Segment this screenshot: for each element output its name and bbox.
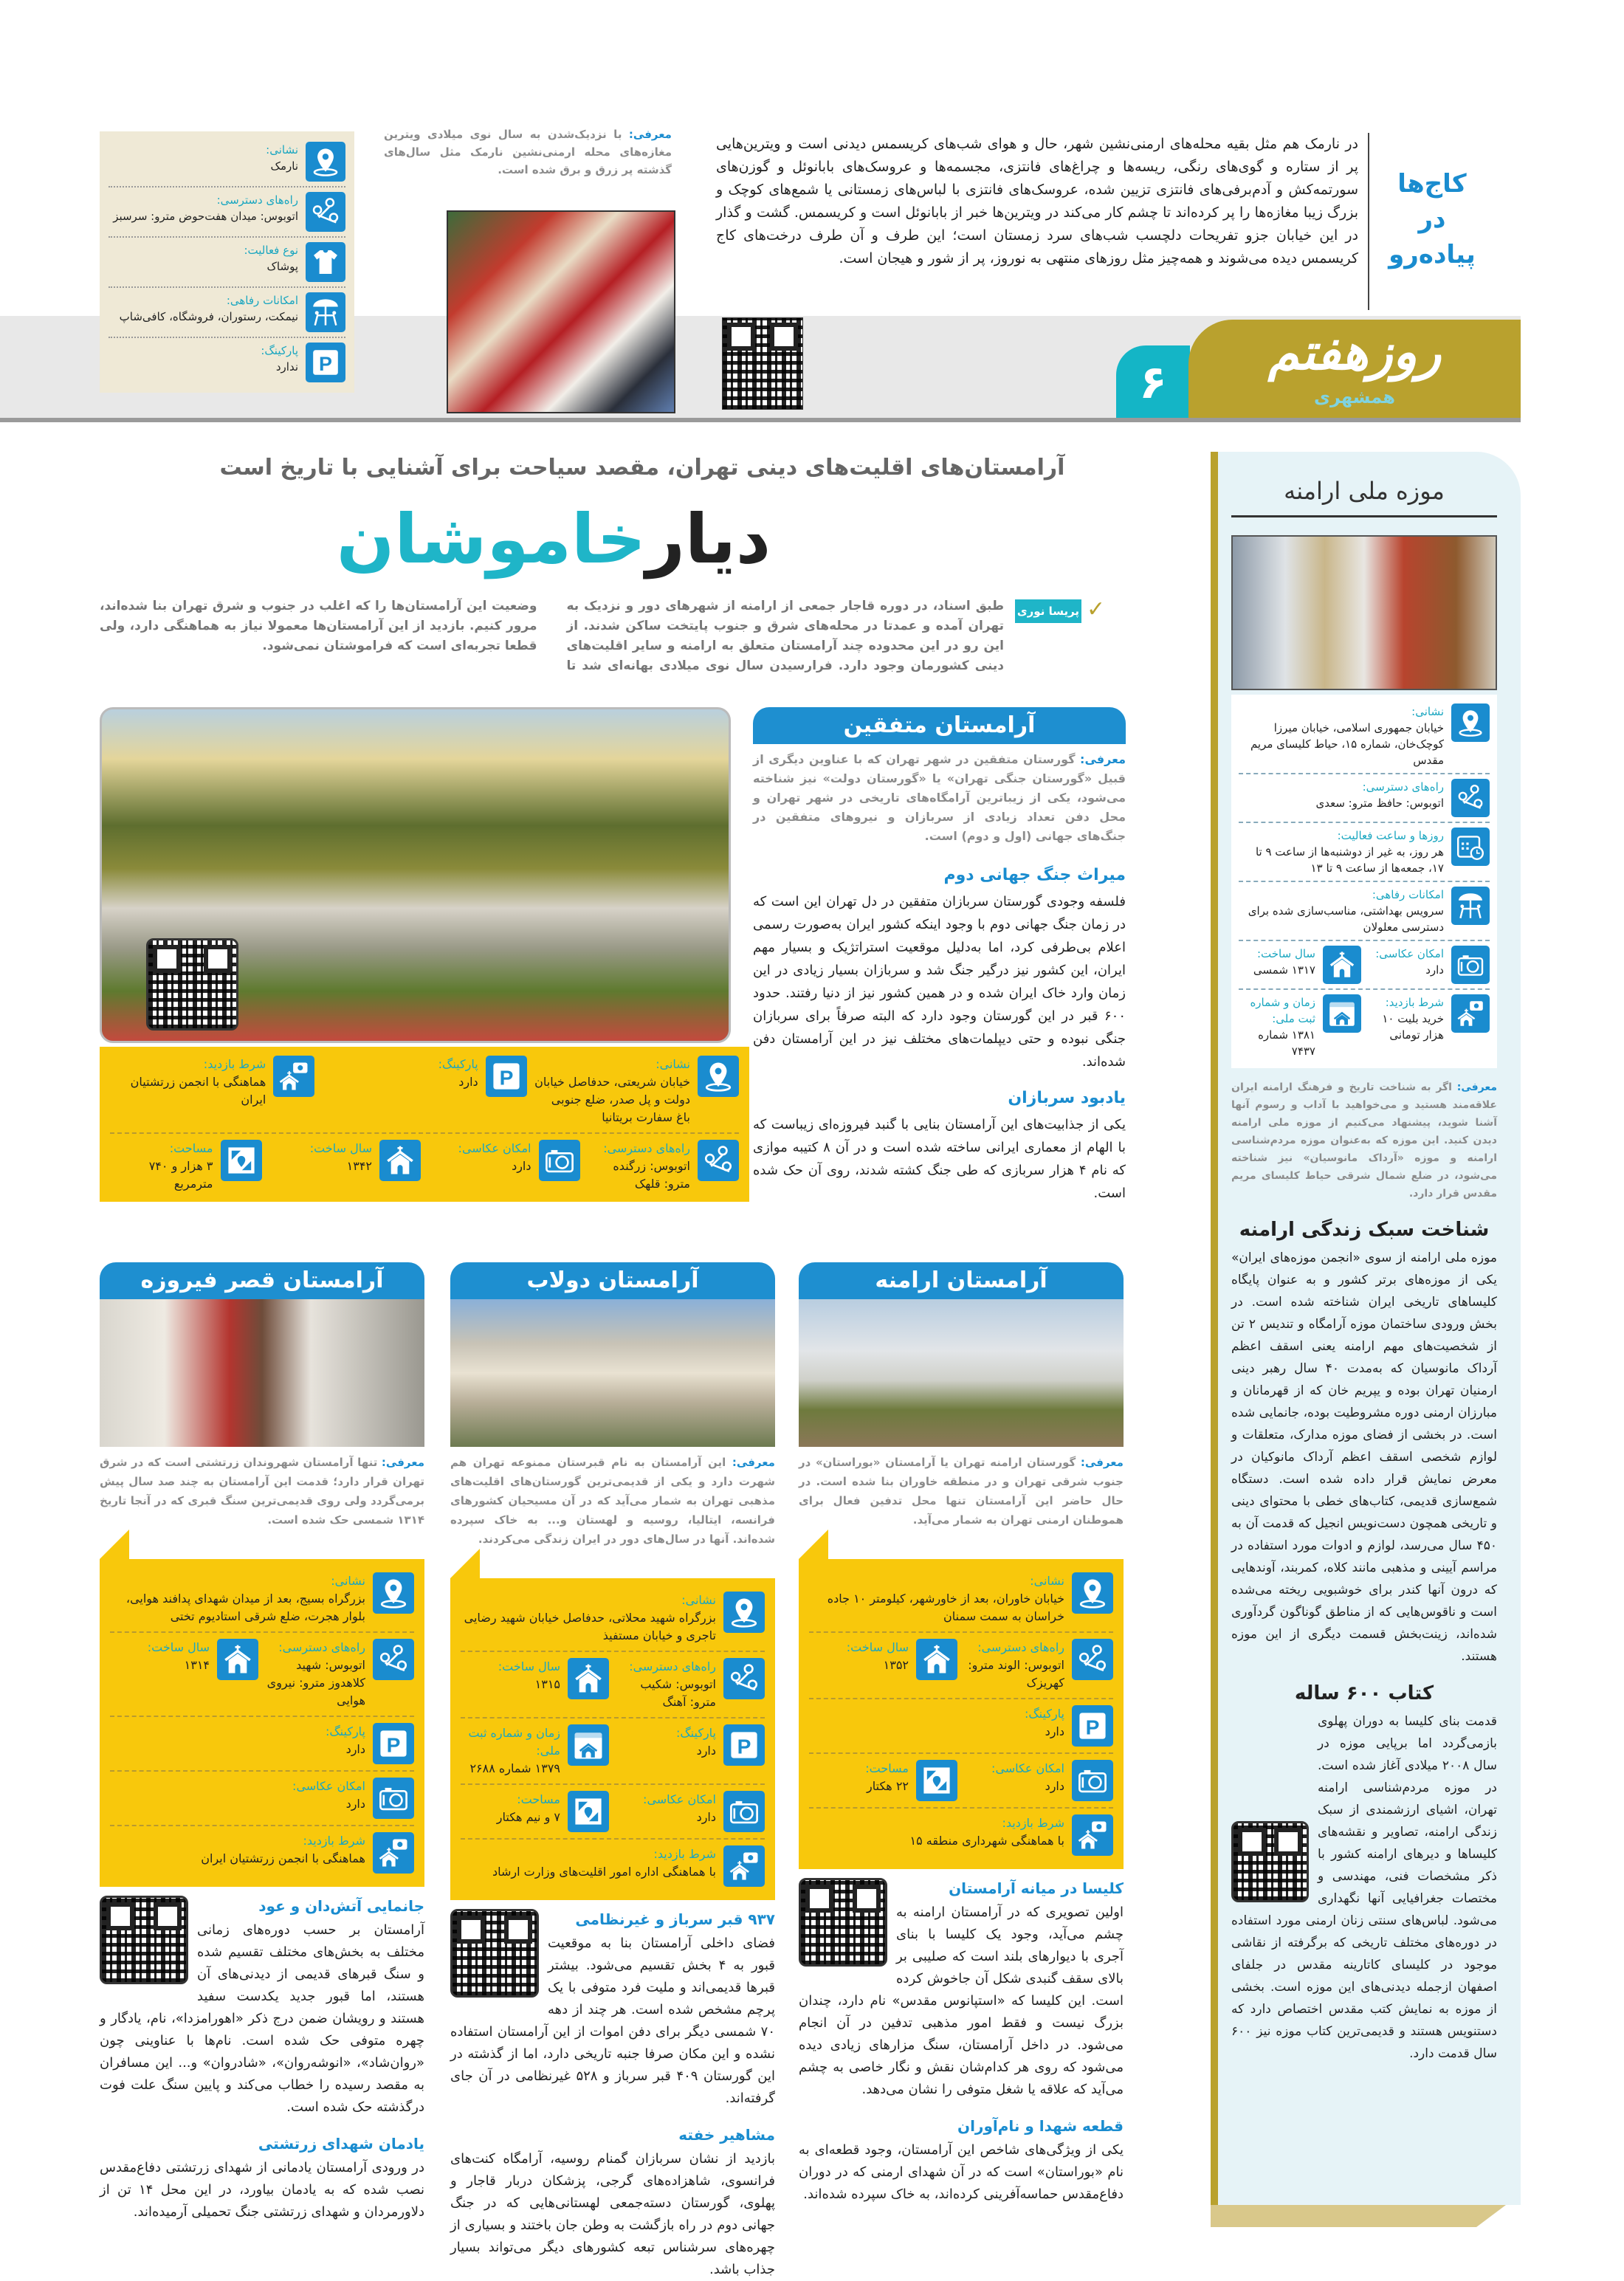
kaj-intro — [384, 125, 672, 179]
area-icon — [916, 1760, 957, 1801]
ghasr-firouzeh-column — [100, 1262, 424, 2223]
info-value: دارد — [345, 1797, 365, 1811]
info-item-parking — [109, 343, 345, 382]
info-item-visit — [1367, 994, 1490, 1059]
info-row — [1239, 699, 1490, 774]
section-body: فلسفه وجودی گورستان سربازان متفقین در دل تهران این است که در زمان جنگ جهانی دوم با وجود اینکه کشور ایران به‌صورت رسمی اعلام بی‌طرفی کرد، اما به‌دلیل موقعیت استراتژیک و بسیار مهم ایران، این کشور نیز درگیر جنگ شد و سربازان بسیار زیادی در این زمان وارد خاک ایران شده و در همین کشور نیز از دنیا رفتند. حدود ۶۰۰ قبر در این گورستان وجود دارد که البته صرفاً برای سربازان جنگی نبوده و حتی دیپلمات‌های مختلف نیز در این آرامستان دفن شده‌اند. — [753, 894, 1126, 1070]
info-label: راه‌های دسترسی: — [603, 1141, 690, 1155]
parking-icon — [723, 1724, 765, 1766]
info-value: دارد — [696, 1744, 716, 1758]
info-label: پارکینگ: — [675, 1726, 716, 1740]
info-value: اتوبوس: حافظ مترو: سعدی — [1315, 797, 1444, 810]
info-row — [809, 1633, 1113, 1699]
christmas-shop-photo — [447, 210, 675, 413]
info-value: هماهنگی با انجمن زرتشتیان ایران — [201, 1851, 365, 1865]
info-value: خیابان خاوران، بعد از خاورشهر، کیلومتر ۱۰ جاده خراسان به سمت سمنان — [827, 1592, 1064, 1623]
church-icon — [568, 1658, 609, 1699]
info-value: با هماهنگی شهرداری منطقه ۱۵ — [909, 1834, 1064, 1848]
info-label: نوع فعالیت: — [244, 244, 298, 257]
dolab-cemetery-header: آرامستان دولاب — [450, 1262, 775, 1299]
info-value: ۲۲ هکتار — [867, 1779, 909, 1793]
info-row — [109, 338, 345, 387]
info-label: نشانی: — [681, 1593, 716, 1607]
info-value: ۱۳۱۷ شمسی — [1253, 963, 1315, 977]
info-row — [461, 1719, 765, 1785]
info-item-camera — [110, 1778, 414, 1819]
info-label: امکانات رفاهی: — [1372, 888, 1444, 901]
info-item-pin — [1239, 703, 1490, 768]
area-icon — [568, 1791, 609, 1832]
info-label: نشانی: — [1411, 705, 1444, 718]
info-value: ۷ و نیم هکتار — [496, 1810, 560, 1824]
info-item-church — [461, 1658, 609, 1711]
church-icon — [379, 1140, 421, 1181]
info-row — [109, 238, 345, 288]
info-value: خیابان جمهوری اسلامی، خیابان میرزا کوچک‌خان، شماره ۱۵، حیاط کلیسای مریم مقدس — [1250, 721, 1444, 767]
route-icon — [698, 1140, 739, 1181]
info-value: ۱۳۴۲ — [346, 1159, 372, 1173]
info-row — [461, 1652, 765, 1719]
visit-icon — [1072, 1814, 1113, 1856]
info-item-visit — [110, 1832, 414, 1874]
author-badge — [1015, 599, 1081, 623]
info-item-parking — [322, 1056, 526, 1126]
museum-column — [1231, 472, 1497, 2065]
info-item-camera — [965, 1760, 1113, 1801]
info-row — [461, 1586, 765, 1652]
info-label: پارکینگ: — [1024, 1707, 1064, 1721]
pin-icon — [698, 1056, 739, 1097]
armenian-cemetery-qr-code[interactable] — [799, 1878, 887, 1967]
allied-cemetery-intro — [753, 750, 1126, 846]
armenian-cemetery-header: آرامستان ارامنه — [799, 1262, 1124, 1299]
info-label: راه‌های دسترسی: — [1362, 780, 1444, 794]
info-label: امکان عکاسی: — [292, 1779, 365, 1793]
section-heading: جانمایی آتش‌دان و عود — [258, 1897, 424, 1915]
intro-text: گورستان متفقین در شهر تهران که با عناوین دیگری از قبیل «گورستان جنگی تهران» یا «گورستان دولت» نیز شناخته می‌شود، یکی از زیباترین آرامگاه‌های تاریخی در شهر تهران و محل دفن تعداد زیادی از سربازان و نیروهای متفقین در جنگ‌های جهانی (اول و دوم) است. — [753, 752, 1126, 843]
info-row — [110, 1050, 739, 1134]
info-row — [109, 288, 345, 338]
info-value: دارد — [512, 1159, 531, 1173]
info-row — [1239, 823, 1490, 882]
info-value: ۱۳۵۲ — [883, 1658, 909, 1672]
info-item-camera — [428, 1140, 580, 1193]
section-body: آرامستان بر حسب دوره‌های زمانی مختلف به بخش‌های مختلف تقسیم شده و سنگ قبرهای قدیمی از دیدنی‌های آن هستند، اما قبور جدید یکدست سفید هستند و رویشان ضمن درج ذکر «اهورامزدا»، نام، یادگار و چهره متوفی حک شده است. نام‌ها با عناوینی چون «روان‌شاد»، «انوشه‌روان»، «شادروان» و... این مسافران به مقصد رسیده را خطاب می‌کند و پایین سنگ علت فوت درگذشته حک شده است. — [100, 1922, 424, 2115]
info-label: سال ساخت: — [1257, 947, 1315, 960]
info-row — [110, 1134, 739, 1199]
intro-label: معرفی: — [1456, 1081, 1498, 1093]
dolab-cemetery-column — [450, 1262, 775, 2281]
section-body: اولین تصویری که در آرامستان ارامنه به چشم می‌آید، وجود یک کلیسا با بنای آجری با دیوارهای بلند است که صلیبی بر بالای سقف گنبدی شکل آن جاخوش کرده است. این کلیسا که «استپانوس مقدس» نام دارد، چندان بزرگ نیست و فقط امور مذهبی تدفین در آن انجام می‌شود. در داخل آرامستان، سنگ مزارهای زیادی دیده می‌شود که روی هر کدام‌شان نقش و نگار خاصی به چشم می‌آید که علاقه یا شغل متوفی را نشان می‌دهد. — [799, 1905, 1124, 2097]
parking-icon — [1072, 1705, 1113, 1747]
kaj-intro-label: معرفی: — [628, 128, 672, 141]
info-row — [110, 1633, 414, 1717]
pin-icon — [723, 1592, 765, 1633]
box-notch — [450, 1549, 775, 1578]
info-item-pin — [534, 1056, 739, 1126]
headline-title-dark: دیار — [645, 500, 771, 579]
info-value: اتوبوس: زرگنده مترو: قلهک — [613, 1159, 690, 1191]
route-icon — [723, 1658, 765, 1699]
info-label: سال ساخت: — [309, 1141, 372, 1155]
intro-label: معرفی: — [381, 1456, 424, 1469]
info-label: شرط بازدید: — [203, 1057, 266, 1071]
page-number-tab — [1116, 345, 1190, 418]
route-icon — [1451, 779, 1490, 817]
ghasr-firouzeh-qr-code[interactable] — [100, 1896, 188, 1984]
section-heading: کتاب ۶۰۰ ساله — [1294, 1682, 1434, 1704]
info-item-visit — [110, 1056, 314, 1126]
kaj-body: در نارمک هم مثل بقیه محله‌های ارمنی‌نشین شهر، حال و هوای شب‌های کریسمس دیدنی است و ویترین‌هایی پر از ستاره و گوی‌های رنگی، ریسه‌ها و چراغ‌های فانتزی، مجسمه‌ها و عروسک‌های بابانوئل و گوزن‌های سورتمه‌کش و آدم‌برفی‌های فانتزی تزیین شده، عروسک‌های فانتزی با لباس‌های زمستانی یا شمع‌های کوچک و بزرگ زیبا مغازه‌ها را پر کرده‌اند تا چشم کار می‌کند در ویترین‌ها خبر از بابانوئل است و کریسمس. گشت و گذار در این خیابان جزو تفریحات دلچسب شب‌های سرد زمستان است؛ این طرف و آن طرف درخت‌های کاج کریسمس دیده می‌شوند و همه‌چیز مثل روزهای منتهی به نوروز، پر از شور و هیجان است. — [716, 136, 1358, 266]
info-item-route — [965, 1639, 1113, 1692]
info-label: شرط بازدید: — [653, 1847, 716, 1861]
info-item-camera — [616, 1791, 765, 1832]
info-label: سال ساخت: — [498, 1659, 560, 1673]
info-item-amenities — [109, 292, 345, 332]
area-icon — [221, 1140, 262, 1181]
section-heading: قطعه شهدا و نام‌آوران — [957, 2117, 1124, 2135]
pin-icon — [1451, 703, 1490, 742]
info-item-parking — [110, 1723, 414, 1764]
info-item-route — [616, 1658, 765, 1711]
info-item-camera — [1367, 946, 1490, 984]
camera-icon — [723, 1791, 765, 1832]
kaj-qr-code[interactable] — [722, 317, 803, 410]
info-value: خیابان شریعتی، حدفاصل خیابان دولت و پل صدر، ضلع جنوبی باغ سفارت بریتانیا — [534, 1075, 690, 1124]
info-item-route — [1239, 779, 1490, 817]
museum-qr-code[interactable] — [1231, 1821, 1309, 1902]
intro-text: تنها آرامستان شهروندان زرتشتی است که در شرق تهران قرار دارد؛ قدمت این آرامستان به چند صد سال پیش برمی‌گردد ولی روی قدیمی‌ترین سنگ قبری که در آنجا تاریخ ۱۳۱۴ شمسی حک شده است. — [100, 1456, 424, 1527]
info-value: اتوبوس: شهید کلاهدوز مترو: نیروی هوایی — [266, 1658, 365, 1707]
section-heading: میراث جنگ جهانی دوم — [943, 866, 1126, 884]
dolab-cemetery-photo — [450, 1299, 775, 1447]
info-item-pin — [461, 1592, 765, 1645]
visit-icon — [273, 1056, 314, 1097]
register-icon — [1323, 994, 1361, 1033]
info-value: دارد — [345, 1742, 365, 1756]
info-item-activity — [109, 242, 345, 282]
intro-text: این آرامستان به نام قبرستان ممنوعه تهران هم شهرت دارد و یکی از قدیمی‌ترین گورستان‌های اقلیت‌های مذهبی تهران به شمار می‌آید که در آن مسیحیان کشورهای فرانسه، ایتالیا، روسیه و لهستان و... به خاک سپرده شده‌اند. آنها در سال‌های دور در ایران زندگی می‌کردند. — [450, 1456, 775, 1546]
section-body: قدمت بنای کلیسا به دوران پهلوی بازمی‌گردد اما برپایی موزه در سال ۲۰۰۸ میلادی آغاز شده است. در موزه مردم‌شناسی ارامنه تهران، اشیای ارزشمندی از سبک زندگی ارامنه، تصاویر و نقشه‌های کلیساها و دیرهای ارامنه کشور با ذکر مشخصات فنی، مهندسی و مختصات جغرافیایی آنها نگهداری می‌شود. لباس‌های سنتی زنان ارمنی مورد استفاده در دوره‌های مختلف تاریخی که برگرفته از نقاشی موجود در کلیسای کاتارینه مقدس در جلفای اصفهان ازجمله دیدنی‌های این موزه است. بخشی از موزه به نمایش کتب مقدس اختصاص دارد که دستنویس هستند و قدیمی‌ترین کتاب موزه نیز ۶۰۰ سال قدمت دارد. — [1231, 1714, 1497, 2061]
info-value: دارد — [1425, 963, 1444, 977]
info-value: ۱۳۱۵ — [534, 1677, 560, 1691]
section-heading: ۹۳۷ قبر سرباز و غیرنظامی — [575, 1910, 775, 1928]
dolab-cemetery-text — [450, 1906, 775, 2281]
camera-icon — [373, 1778, 414, 1819]
info-item-pin — [109, 142, 345, 182]
info-item-church — [269, 1140, 422, 1193]
info-item-parking — [616, 1724, 765, 1778]
info-row — [809, 1754, 1113, 1809]
info-item-register — [1239, 994, 1361, 1059]
dolab-cemetery-qr-code[interactable] — [450, 1909, 539, 1998]
info-label: مساحت: — [517, 1792, 560, 1806]
info-item-pin — [809, 1572, 1113, 1625]
activity-icon — [306, 242, 345, 282]
info-label: نشانی: — [331, 1574, 365, 1588]
info-value: سرویس بهداشتی، مناسب‌سازی شده برای دسترسی معلولان — [1248, 904, 1444, 934]
info-label: امکان عکاسی: — [991, 1761, 1064, 1775]
route-icon — [306, 192, 345, 232]
info-label: مساحت: — [865, 1761, 909, 1775]
ghasr-firouzeh-header: آرامستان قصر فیروزه — [100, 1262, 424, 1299]
museum-title: موزه ملی ارامنه — [1284, 477, 1445, 505]
info-row — [809, 1699, 1113, 1754]
info-item-church — [809, 1639, 957, 1692]
route-icon — [373, 1639, 414, 1680]
headline-kicker: آرامستان‌های اقلیت‌های دینی تهران، مقصد سیاحت برای آشنایی با تاریخ است — [219, 455, 1065, 481]
info-value: ندارد — [275, 360, 298, 374]
allied-cemetery-photo — [100, 707, 731, 1043]
info-value: پوشاک — [266, 260, 298, 273]
camera-icon — [1072, 1760, 1113, 1801]
headline-title — [221, 493, 886, 586]
info-item-visit — [809, 1814, 1113, 1856]
info-label: روزها و ساعت فعالیت: — [1337, 829, 1444, 842]
section-heading: شناخت سبک زندگی ارامنه — [1239, 1219, 1490, 1241]
kaj-info-box — [100, 131, 354, 393]
ghasr-firouzeh-text — [100, 1893, 424, 2223]
info-value: هماهنگی با انجمن زرتشتیان ایران — [130, 1075, 266, 1107]
info-row — [1239, 882, 1490, 941]
allied-cemetery-text — [753, 750, 1126, 1205]
visit-icon — [723, 1845, 765, 1887]
dolab-cemetery-intro — [450, 1453, 775, 1549]
armenian-cemetery-intro — [799, 1453, 1124, 1530]
info-row — [1239, 990, 1490, 1064]
church-icon — [217, 1639, 258, 1680]
kaj-title-1: کاج‌ها — [1397, 169, 1467, 199]
church-icon — [1323, 946, 1361, 984]
info-label: زمان و شماره ثبت ملی: — [1250, 996, 1315, 1025]
parking-icon — [373, 1723, 414, 1764]
amenities-icon — [306, 292, 345, 332]
info-label: امکانات رفاهی: — [226, 294, 298, 307]
armenian-cemetery-column — [799, 1262, 1124, 2206]
route-icon — [1072, 1639, 1113, 1680]
masthead-logo[interactable] — [1188, 320, 1521, 418]
armenian-cemetery-text — [799, 1875, 1124, 2206]
page-number: ۶ — [1139, 355, 1167, 409]
church-icon — [916, 1639, 957, 1680]
logo-subtitle: همشهری — [1314, 387, 1395, 407]
info-value: هر روز، به غیر از دوشنبه‌ها از ساعت ۹ تا ۱۷، جمعه‌ها از ساعت ۹ تا ۱۳ — [1255, 845, 1444, 875]
section-body: موزه ملی ارامنه از سوی «انجمن موزه‌های ایران» یکی از موزه‌های برتر کشور و به عنوان پایگاه کلیساهای تاریخی ایران شناخته شده است. در بخش ورودی ساختمان موزه آرامگاه و تندیس ۲ تن از شخصیت‌های مهم ارامنه یعنی اسقف اعظم آرداک مانوسیان که به‌مدت ۴۰ سال رهبر دینی ارمنیان تهران بوده و یپریم خان که از قهرمانان و مبارزان ارمنی دوره مشروطیت بوده، جانمایی شده است. در بخشی از فضای موزه مدارک، متعلقات و لوازم شخصی اسقف اعظم آرداک مانوکیان در معرض نمایش قرار داده شده است. دستگاه شمع‌سازی قدیمی، کتاب‌های خطی با محتوای دینی و تاریخی همچون دست‌نویس انجیل که قدمت آن به ۴۵۰ سال می‌رسد، لوازم و ادوات مورد استفاده در مراسم آیینی و مذهبی مانند کلاه، کمربند، آوندهایی که درون آنها کندر برای خوشبویی ریخته می‌شده است و ناقوس‌هایی که از مناطق گوناگون گردآوری شده‌اند، زینت‌بخش قسمت دیگری از این موزه هستند. — [1231, 1250, 1497, 1664]
camera-icon — [539, 1140, 580, 1181]
amenities-icon — [1451, 887, 1490, 925]
ghasr-firouzeh-photo — [100, 1299, 424, 1447]
section-body: یکی از ویژگی‌های شاخص این آرامستان، وجود قطعه‌ای به نام «بوراستان» است که در آن شهدای ارمنی که در دوران دفاع‌مقدس حماسه‌آفرینی کرده‌اند، به خاک سپرده شده‌اند. — [799, 2142, 1124, 2202]
info-value: دارد — [696, 1810, 716, 1824]
info-value: نیمکت، رستوران، فروشگاه، کافی‌شاپ — [119, 310, 298, 323]
info-row — [110, 1566, 414, 1633]
kaj-intro-text: با نزدیک‌شدن به سال نوی میلادی ویترین مغازه‌های محله ارمنی‌نشین نارمک مثل سال‌های گذشته پر زرق و برق شده است. — [384, 128, 672, 176]
info-label: پارکینگ: — [325, 1724, 365, 1738]
info-value: ۱۳۷۹ شماره ۲۶۸۸ — [469, 1761, 560, 1775]
headline-title-teal: خاموشان — [336, 500, 646, 579]
info-item-register — [461, 1724, 609, 1778]
info-value: ۳ هزار و ۷۴۰ مترمربع — [148, 1159, 213, 1191]
register-icon — [568, 1724, 609, 1766]
info-item-pin — [110, 1572, 414, 1625]
section-heading: کلیسا در میانه آرامستان — [949, 1879, 1124, 1897]
clock-icon — [1451, 828, 1490, 866]
ghasr-firouzeh-info-box — [100, 1559, 424, 1887]
kaj-title-2: در پیاده‌رو — [1389, 204, 1476, 269]
parking-icon — [306, 343, 345, 382]
info-value: دارد — [458, 1075, 478, 1089]
visit-icon — [373, 1832, 414, 1874]
parking-icon — [486, 1056, 527, 1097]
info-label: شرط بازدید: — [1002, 1816, 1064, 1830]
info-row — [109, 137, 345, 187]
info-row — [461, 1840, 765, 1893]
info-label: امکان عکاسی: — [643, 1792, 716, 1806]
info-label: پارکینگ: — [438, 1057, 478, 1071]
box-notch — [100, 1530, 424, 1559]
info-label: سال ساخت: — [147, 1640, 210, 1654]
info-row — [461, 1785, 765, 1840]
lead-paragraph: طبق اسناد، در دوره قاجار جمعی از ارامنه از شهرهای دور و نزدیک به تهران آمده و عمدتا در محله‌های شرق و جنوب پایتخت ساکن شدند. از این رو در این محدوده چند آرامستان متعلق به ارامنه و سایر اقلیت‌های دینی کشورمان وجود دارد. فرارسیدن سال نوی میلادی بهانه‌ای شد تا وضعیت این آرامستان‌ها را که اغلب در جنوب و شرق تهران بنا شده‌اند، مرور کنیم. بازدید از این آرامستان‌ها معمولا نیاز به هماهنگی دارد، ولی قطعا تجربه‌ای است که فراموشتان نمی‌شود. — [100, 599, 1004, 673]
info-row — [110, 1772, 414, 1826]
info-value: خرید بلیت ۱۰ هزار تومانی — [1382, 1012, 1444, 1042]
info-label: پارکینگ: — [261, 344, 298, 357]
section-body: یکی از جذابیت‌های این آرامستان بنایی با گنبد فیروزه‌ای زیباست که با الهام از معماری ایرانی ساخته شده است و در آن ۸ کتیبه موازی که نام ۴ هزار سربازی که طی جنگ کشته شدند، روی آن حک شده است. — [753, 1117, 1126, 1201]
museum-exhibit-photo — [1231, 535, 1497, 690]
camera-icon — [1451, 946, 1490, 984]
armenian-cemetery-info-box — [799, 1559, 1124, 1869]
museum-sidebar-footer — [1211, 2205, 1506, 2227]
intro-text: اگر به شناخت تاریخ و فرهنگ ارامنه ایران علاقه‌مند هستید و می‌خواهید با آداب و رسوم آنها آشنا شوید، پیشنهاد می‌کنیم از موزه ملی ارامنه دیدن کنید. این موزه که به‌عنوان موزه مردم‌شناسی ارامنه و موزه «آرداک مانوسیان» نیز شناخته می‌شود، در ضلع شمال شرقی حیاط کلیسای مریم مقدس قرار دارد. — [1231, 1081, 1497, 1200]
info-value: ۱۳۱۴ — [184, 1658, 210, 1672]
info-value: اتوبوس: میدان هفت‌حوض مترو: سرسبز — [113, 210, 298, 223]
info-row — [1239, 941, 1490, 990]
intro-text: گورستان ارامنه تهران یا آرامستان «بوراستان» در جنوب شرقی تهران و در منطقه خاوران بنا شده است. در حال حاضر این آرامستان تنها محل تدفین فعال برای هموطنان ارمنی تهران به شمار می‌آید. — [799, 1456, 1124, 1527]
masthead-rule — [0, 418, 1521, 422]
info-value: بزرگراه شهید محلاتی، حدفاصل خیابان شهید رضایی تاجری و خیابان مستفیذ — [464, 1611, 716, 1642]
info-item-area — [110, 1140, 262, 1193]
info-item-route — [588, 1140, 740, 1193]
box-notch — [799, 1530, 1124, 1559]
pin-icon — [1072, 1572, 1113, 1614]
info-value: اتوبوس: الوند مترو: کهریزک — [968, 1658, 1064, 1690]
museum-info-box — [1231, 695, 1497, 1068]
intro-label: معرفی: — [1080, 752, 1126, 766]
info-label: شرط بازدید: — [303, 1834, 365, 1848]
section-body: بازدید از نشان سربازان گمنام روسیه، آرامگاه کنت‌های فرانسوی، شاهزاده‌های گرجی، پزشکان دربار قاجار و پهلوی، گورستان دسته‌جمعی لهستانی‌هایی که در جنگ جهانی دوم در راه بازگشت به وطن جان باختند و بسیاری از چهره‌های سرشناس تبعه کشورهای دیگر می‌تواند بسیار جذاب باشد. — [450, 2151, 775, 2277]
info-value: نارمک — [270, 159, 298, 173]
intro-label: معرفی: — [1080, 1456, 1124, 1469]
info-value: دارد — [1045, 1724, 1064, 1738]
info-label: راه‌های دسترسی: — [629, 1659, 716, 1673]
author-name: پریسا نوری — [1016, 605, 1080, 618]
info-label: مساحت: — [169, 1141, 213, 1155]
info-item-visit — [461, 1845, 765, 1887]
info-row — [1239, 774, 1490, 823]
info-item-amenities — [1239, 887, 1490, 935]
info-label: سال ساخت: — [846, 1640, 909, 1654]
info-item-church — [110, 1639, 258, 1710]
info-row — [109, 187, 345, 238]
section-heading: مشاهیر خفته — [678, 2126, 775, 2144]
info-item-area — [461, 1791, 609, 1832]
info-item-route — [266, 1639, 414, 1710]
info-value: بزرگراه بسیج، بعد از میدان شهدای پدافند هوایی، بلوار هجرت، ضلع شرقی استادیوم تختی — [125, 1592, 365, 1623]
info-value: ۱۳۸۱ شماره ۷۴۳۷ — [1258, 1028, 1315, 1058]
museum-intro — [1231, 1078, 1497, 1203]
info-label: نشانی: — [266, 143, 298, 156]
info-item-area — [809, 1760, 957, 1801]
info-row — [110, 1826, 414, 1879]
visit-icon — [1451, 994, 1490, 1033]
allied-cemetery-header: آرامستان متفقین — [753, 707, 1126, 744]
ghasr-firouzeh-intro — [100, 1453, 424, 1530]
author-check-icon: ✓ — [1087, 596, 1106, 622]
kaj-section-title — [1377, 166, 1487, 272]
info-label: زمان و شماره ثبت ملی: — [468, 1726, 560, 1758]
info-label: راه‌های دسترسی: — [278, 1640, 365, 1654]
info-label: راه‌های دسترسی: — [216, 193, 298, 207]
info-item-route — [109, 192, 345, 232]
info-item-parking — [809, 1705, 1113, 1747]
info-row — [809, 1566, 1113, 1633]
museum-title-rule — [1231, 515, 1497, 517]
info-item-clock — [1239, 828, 1490, 876]
section-heading: یادمان شهدای زرتشتی — [258, 2135, 424, 2153]
section-body: در ورودی آرامستان یادمانی از شهدای زرتشتی دفاع‌مقدس نصب شده که به یادمان بیاورد، در این محل ۱۴ تن از دلاورمردان و شهدای زرتشتی جنگ تحمیلی آرمیده‌اند. — [100, 2160, 424, 2220]
info-label: امکان عکاسی: — [1375, 947, 1444, 960]
pin-icon — [373, 1572, 414, 1614]
info-value: دارد — [1045, 1779, 1064, 1793]
pin-icon — [306, 142, 345, 182]
section-body: فضای داخلی آرامستان بنا به موقعیت قبور به ۴ بخش تقسیم می‌شود. بیشتر قبرها قدیمی‌اند و ملیت فرد متوفی با یک پرچم مشخص شده است. هر چند از دهه ۷۰ شمسی دیگر برای دفن اموات از این آرامستان استفاده نشده و این مکان صرفا جنبه تاریخی دارد، اما از گذشته در این گورستان ۴۰۹ قبر سرباز و ۵۲۸ غیرنظامی در آن جای گرفته‌اند. — [450, 1936, 776, 2106]
intro-label: معرفی: — [732, 1456, 775, 1469]
info-label: امکان عکاسی: — [458, 1141, 531, 1155]
info-label: راه‌های دسترسی: — [977, 1640, 1064, 1654]
info-label: نشانی: — [1030, 1574, 1064, 1588]
kaj-divider — [1368, 133, 1369, 310]
info-row — [809, 1809, 1113, 1862]
info-value: اتوبوس: شکیب مترو: آهنگ — [640, 1677, 716, 1709]
info-value: با هماهنگی اداره امور اقلیت‌های وزارت ارشاد — [492, 1865, 716, 1879]
info-item-church — [1239, 946, 1361, 984]
allied-cemetery-info-box — [100, 1047, 749, 1202]
logo-text: روزهفتم — [1267, 323, 1442, 382]
section-heading: یادبود سربازان — [1008, 1089, 1126, 1107]
info-label: شرط بازدید: — [1385, 996, 1444, 1009]
allied-cemetery-qr-code[interactable] — [146, 938, 238, 1031]
info-row — [110, 1717, 414, 1772]
dolab-cemetery-info-box — [450, 1578, 775, 1900]
info-label: نشانی: — [656, 1057, 690, 1071]
armenian-cemetery-photo — [799, 1299, 1124, 1447]
